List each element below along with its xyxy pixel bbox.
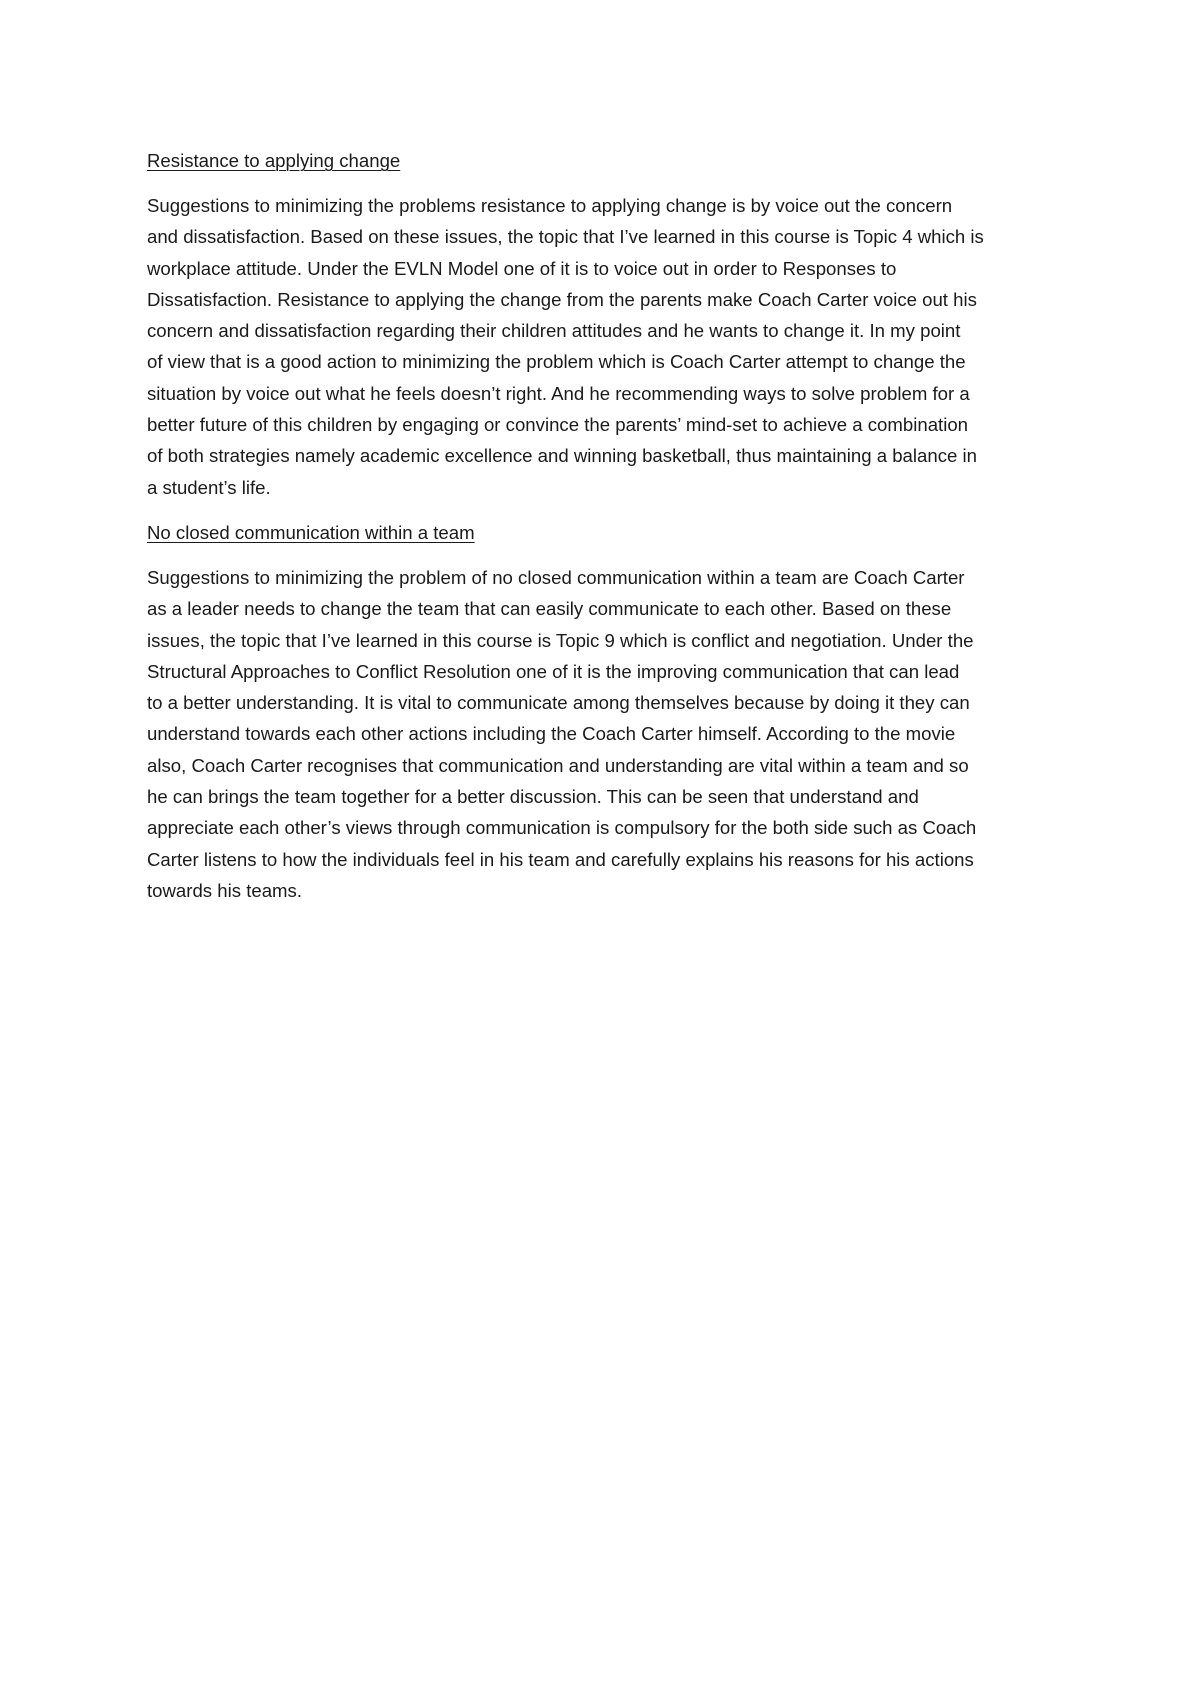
paragraph-line: and dissatisfaction. Based on these issues, the topic that I’ve learned in this course is Topic 4 which is xyxy=(147,226,984,248)
paragraph-line: to a better understanding. It is vital to communicate among themselves because by doing it they can xyxy=(147,692,970,714)
paragraph-line: better future of this children by engaging or convince the parents’ mind-set to achieve a combination xyxy=(147,414,969,436)
document-body xyxy=(147,145,1067,920)
section-paragraph xyxy=(147,190,1067,503)
paragraph-line: also, Coach Carter recognises that communication and understanding are vital within a team and so xyxy=(147,754,969,776)
paragraph-line: Carter listens to how the individuals feel in his team and carefully explains his reasons for his actions xyxy=(147,848,974,870)
paragraph-line: of both strategies namely academic excellence and winning basketball, thus maintaining a balance in xyxy=(147,445,977,467)
paragraph-line: he can brings the team together for a better discussion. This can be seen that understand and xyxy=(147,786,919,808)
paragraph-line: towards his teams. xyxy=(147,879,303,901)
paragraph-line: a student’s life. xyxy=(147,476,271,498)
paragraph-line: issues, the topic that I’ve learned in this course is Topic 9 which is conflict and negotiation. Under the xyxy=(147,629,974,651)
paragraph-line: workplace attitude. Under the EVLN Model one of it is to voice out in order to Responses to xyxy=(147,257,897,279)
paragraph-line: situation by voice out what he feels doesn’t right. And he recommending ways to solve problem for a xyxy=(147,382,970,404)
section-paragraph xyxy=(147,562,1067,906)
section-resistance-to-change xyxy=(147,145,1067,503)
paragraph-line: Suggestions to minimizing the problem of no closed communication within a team are Coach Carter xyxy=(147,566,965,588)
paragraph-line: understand towards each other actions including the Coach Carter himself. According to the movie xyxy=(147,723,956,745)
paragraph-line: Structural Approaches to Conflict Resolution one of it is the improving communication that can lead xyxy=(147,660,960,682)
paragraph-line: Suggestions to minimizing the problems resistance to applying change is by voice out the concern xyxy=(147,195,953,216)
paragraph-line: appreciate each other’s views through communication is compulsory for the both side such as Coach xyxy=(147,817,977,839)
paragraph-line: Dissatisfaction. Resistance to applying the change from the parents make Coach Carter voice out his xyxy=(147,288,977,310)
paragraph-line: of view that is a good action to minimizing the problem which is Coach Carter attempt to change the xyxy=(147,351,966,373)
paragraph-line: as a leader needs to change the team that can easily communicate to each other. Based on these xyxy=(147,598,952,620)
section-heading: No closed communication within a team xyxy=(147,521,475,543)
section-closed-communication xyxy=(147,517,1067,906)
section-heading: Resistance to applying change xyxy=(147,150,401,171)
paragraph-line: concern and dissatisfaction regarding their children attitudes and he wants to change it. In my point xyxy=(147,320,961,342)
